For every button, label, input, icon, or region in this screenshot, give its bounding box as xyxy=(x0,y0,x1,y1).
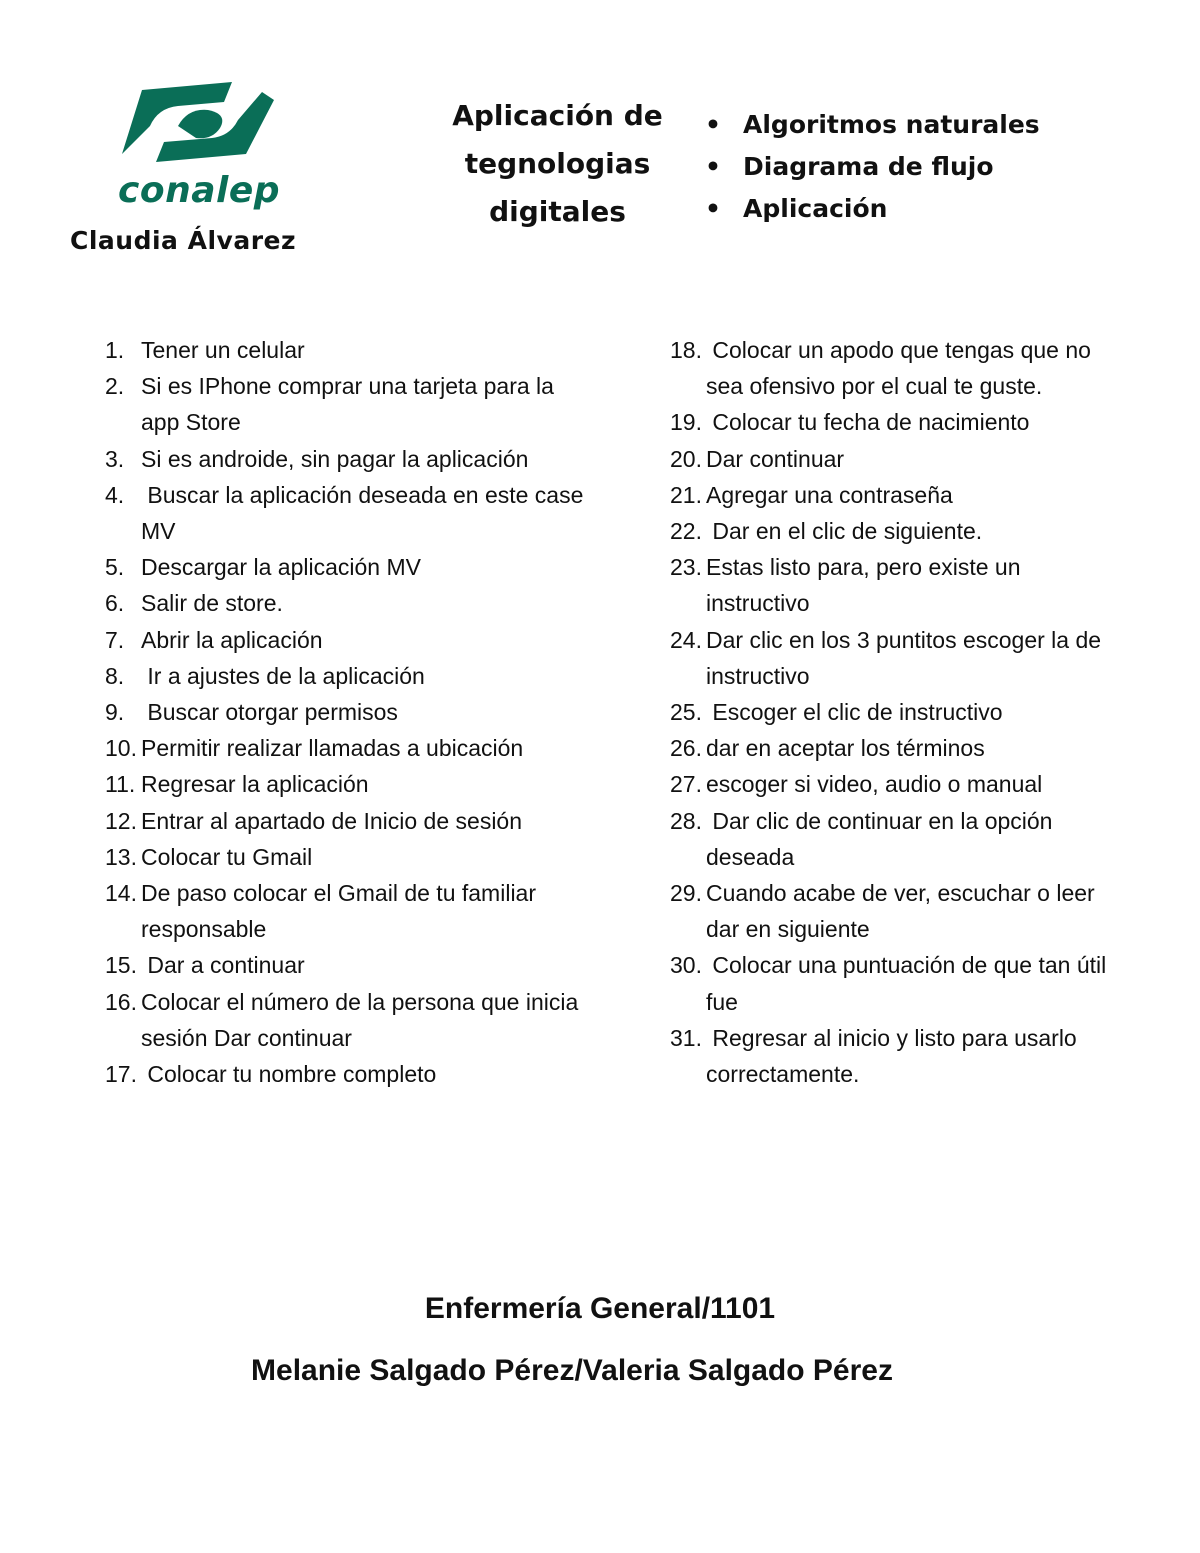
step-number: 24. xyxy=(670,626,702,653)
step-item xyxy=(105,766,585,802)
step-number: 8. xyxy=(105,662,125,689)
step-number: 30. xyxy=(670,952,702,979)
step-item xyxy=(105,658,585,694)
step-text: Colocar una puntuación de que tan útil fue xyxy=(706,952,1113,1015)
step-item xyxy=(105,441,585,477)
step-number: 31. xyxy=(670,1024,702,1051)
step-text: Agregar una contraseña xyxy=(706,481,953,508)
step-text: Abrir la aplicación xyxy=(141,626,323,653)
topic-item xyxy=(705,146,1040,188)
subject-title-line: digitales xyxy=(489,195,626,228)
step-text: Si es androide, sin pagar la aplicación xyxy=(141,445,529,472)
topic-item xyxy=(705,188,1040,230)
step-number: 21. xyxy=(670,481,702,508)
step-item xyxy=(105,332,585,368)
step-number: 14. xyxy=(105,880,137,907)
step-text: Colocar tu fecha de nacimiento xyxy=(706,409,1030,436)
step-number: 10. xyxy=(105,735,137,762)
step-number: 15. xyxy=(105,952,137,979)
topic-text: Algoritmos naturales xyxy=(743,110,1040,139)
step-item xyxy=(670,404,1130,440)
step-item xyxy=(105,1056,585,1092)
step-item xyxy=(670,947,1130,1019)
step-text: Dar clic en los 3 puntitos escoger la de instructivo xyxy=(706,626,1108,689)
step-text: escoger si video, audio o manual xyxy=(706,771,1043,798)
step-item xyxy=(670,694,1130,730)
subject-title xyxy=(430,92,685,236)
step-text: Dar en el clic de siguiente. xyxy=(706,518,983,545)
step-text: Cuando acabe de ver, escuchar o leer dar en siguiente xyxy=(706,880,1102,943)
step-number: 5. xyxy=(105,554,125,581)
step-number: 2. xyxy=(105,373,125,400)
step-item xyxy=(670,622,1130,694)
group-label: Enfermería General/1101 xyxy=(424,1292,776,1325)
step-text: Dar continuar xyxy=(706,445,845,472)
step-number: 17. xyxy=(105,1061,137,1088)
topic-item xyxy=(705,104,1040,146)
step-text: Si es IPhone comprar una tarjeta para la app Store xyxy=(141,373,561,436)
step-text: Permitir realizar llamadas a ubicación xyxy=(141,735,524,762)
step-item xyxy=(670,803,1130,875)
step-number: 23. xyxy=(670,554,702,581)
step-number: 12. xyxy=(105,807,137,834)
step-item xyxy=(670,477,1130,513)
step-item xyxy=(670,875,1130,947)
step-number: 9. xyxy=(105,699,125,726)
step-item xyxy=(105,839,585,875)
step-text: dar en aceptar los términos xyxy=(706,735,985,762)
conalep-logo xyxy=(112,80,282,220)
step-text: Colocar un apodo que tengas que no sea ofensivo por el cual te guste. xyxy=(706,337,1098,400)
bullet-icon: • xyxy=(705,110,721,139)
step-number: 22. xyxy=(670,518,702,545)
step-text: Buscar otorgar permisos xyxy=(141,699,398,726)
step-item xyxy=(670,549,1130,621)
step-number: 27. xyxy=(670,771,702,798)
subject-title-line: Aplicación de xyxy=(452,99,663,132)
step-number: 4. xyxy=(105,481,125,508)
step-text: De paso colocar el Gmail de tu familiar responsable xyxy=(141,880,543,943)
step-item xyxy=(105,730,585,766)
step-text: Ir a ajustes de la aplicación xyxy=(141,662,425,689)
bullet-icon: • xyxy=(705,152,721,181)
step-item xyxy=(670,766,1130,802)
topic-text: Aplicación xyxy=(743,194,888,223)
step-item xyxy=(105,694,585,730)
conalep-logo-text: conalep xyxy=(118,170,281,211)
step-text: Dar clic de continuar en la opción deseada xyxy=(706,807,1059,870)
step-item xyxy=(105,947,585,983)
step-item xyxy=(105,875,585,947)
step-text: Tener un celular xyxy=(141,337,305,363)
step-text: Estas listo para, pero existe un instructivo xyxy=(706,554,1027,617)
step-item xyxy=(105,477,590,549)
step-number: 7. xyxy=(105,626,125,653)
teacher-name: Claudia Álvarez xyxy=(70,226,297,255)
step-item xyxy=(670,332,1130,404)
step-number: 13. xyxy=(105,843,137,870)
step-text: Salir de store. xyxy=(141,590,283,617)
step-number: 3. xyxy=(105,445,125,472)
student-names: Melanie Salgado Pérez/Valeria Salgado Pérez xyxy=(251,1354,893,1387)
step-text: Escoger el clic de instructivo xyxy=(706,699,1003,726)
step-item xyxy=(105,803,585,839)
step-text: Buscar la aplicación deseada en este case MV xyxy=(141,481,590,545)
step-number: 6. xyxy=(105,590,125,617)
step-text: Entrar al apartado de Inicio de sesión xyxy=(141,807,523,834)
step-number: 1. xyxy=(105,337,125,363)
step-number: 26. xyxy=(670,735,702,762)
step-text: Colocar tu nombre completo xyxy=(141,1061,437,1088)
step-text: Regresar al inicio y listo para usarlo correctamente. xyxy=(706,1024,1084,1088)
subject-title-line: tegnologias xyxy=(464,147,651,180)
step-number: 20. xyxy=(670,445,702,472)
step-item xyxy=(105,984,585,1056)
step-number: 19. xyxy=(670,409,702,436)
step-text: Regresar la aplicación xyxy=(141,771,369,798)
step-item xyxy=(670,513,1130,549)
step-item xyxy=(670,730,1130,766)
conalep-logo-mark-icon xyxy=(112,80,282,170)
step-number: 25. xyxy=(670,699,702,726)
step-number: 28. xyxy=(670,807,702,834)
step-item xyxy=(105,549,585,585)
step-text: Colocar tu Gmail xyxy=(141,843,313,870)
step-item xyxy=(670,1020,1130,1092)
step-text: Colocar el número de la persona que inicia sesión Dar continuar xyxy=(141,988,585,1051)
topic-text: Diagrama de flujo xyxy=(743,152,994,181)
steps-list-right xyxy=(670,332,1130,1092)
step-item xyxy=(105,585,585,621)
step-number: 29. xyxy=(670,880,702,907)
step-number: 11. xyxy=(105,771,136,798)
step-text: Descargar la aplicación MV xyxy=(141,554,421,581)
bullet-icon: • xyxy=(705,194,721,223)
step-number: 18. xyxy=(670,337,702,363)
step-item xyxy=(670,441,1130,477)
step-text: Dar a continuar xyxy=(141,952,305,979)
steps-list-left xyxy=(105,332,590,1092)
topics-list xyxy=(705,104,1040,230)
step-number: 16. xyxy=(105,988,137,1015)
step-item xyxy=(105,368,585,440)
step-item xyxy=(105,622,585,658)
